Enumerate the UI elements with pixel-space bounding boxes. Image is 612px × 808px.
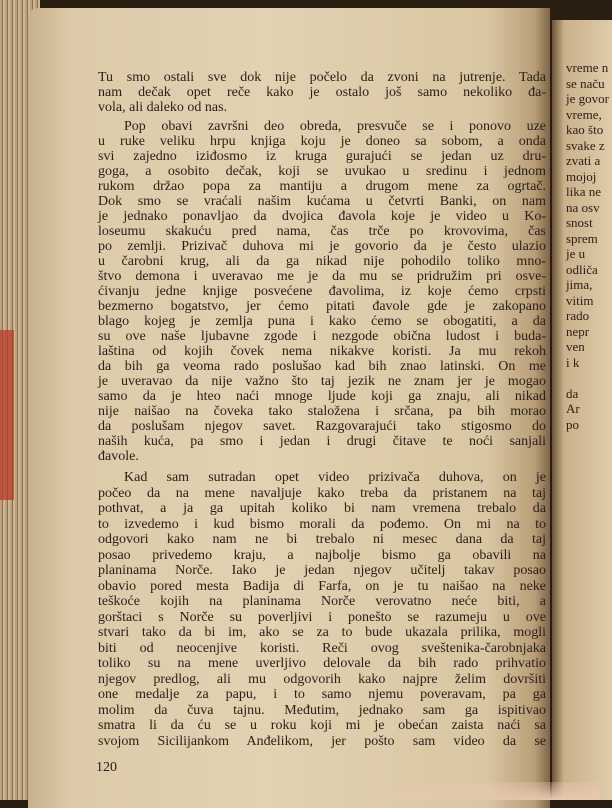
text-line: njegov predlog, ali mu odgovorih kako najpre želim dovršiti (98, 671, 546, 687)
text-line: one medalje za papu, i to samo njemu poveravam, pa ga (98, 687, 546, 702)
text-line: to izvedemo i kud bismo morali da pođemo. On mi na to (98, 516, 546, 532)
text-line: je jednako ponavljao da dvojica đavola koje je video u Ko- (98, 209, 546, 224)
text-line: loseumu skakuću pred nama, čas trče po krovovima, čas (98, 224, 546, 239)
text-line: rukom držao popa za mantiju a drugom mene za ogrtač. (98, 179, 546, 194)
right-page-fragment: i k (566, 354, 580, 370)
right-page-fragment: je u (566, 246, 586, 261)
right-page-fragment: kao što (566, 122, 604, 137)
text-line: da poslušam njegov savet. Razgovarajući tako stigosmo do (98, 419, 546, 434)
text-line: nam dečak opet reče kako je ostalo još samo nekoliko đa- (98, 85, 546, 100)
text-line: ćivanju jedne knjige posvećene đavolima, iz koje ćemo crpsti (98, 284, 546, 299)
text-line: gorštaci s Norče su poverljivi i ponešto se razumeju u ove (98, 609, 546, 625)
right-page-fragment: jima, (566, 277, 593, 292)
text-line: planinama Norče. Iako je jedan njegov učitelj takav posao (98, 563, 546, 578)
text-line: laština od kojih čovek nema nikakve koristi. Ja mu rekoh (98, 344, 546, 359)
text-line: svi zajedno iziđosmo iz kruga gurajući se jedan uz dru- (98, 149, 546, 164)
right-page-fragment: sprem (566, 230, 598, 246)
text-line: štvo demona i uveravao me je da mu se pridružim pri osve- (98, 269, 546, 284)
right-page-fragment (566, 370, 600, 386)
right-page-fragment: odliča (566, 261, 598, 277)
text-line: biti od neocenjive koristi. Reči ovog sveštenika-čarobnjaka (98, 640, 546, 656)
right-page-fragment: se naču (566, 75, 605, 91)
text-line: odgovori kako nam ne bi trebalo ni mesec dana da taj (98, 532, 546, 547)
text-line: blago kojeg je zemlja puna i kako ćemo se obogatiti, a da (98, 314, 546, 329)
right-page-fragment: snost (566, 215, 593, 230)
text-line: obavio pored mesta Badija di Farfa, on je tu naišao na neke (98, 578, 546, 594)
right-page-fragment: lika ne (566, 184, 602, 199)
right-page-fragment: mojoj (566, 168, 597, 184)
text-line: Tu smo ostali sve dok nije počelo da zvoni na jutrenje. Tada (98, 70, 546, 85)
right-page-fragment: vreme n (566, 60, 609, 75)
text-line: bezmerno bogatstvo, jer ćemo pitati đavole gde je zakopano (98, 299, 546, 314)
text-line: počeo da na mene navaljuje kako treba da pristanem na taj (98, 485, 546, 501)
right-page-fragment: je govor (566, 91, 609, 106)
text-line: u ruke veliku hrpu knjiga koju je doneo sa sobom, a onda (98, 134, 546, 149)
right-page-fragment: ven (566, 339, 585, 354)
text-line: đavole. (98, 449, 139, 464)
text-line: Dok smo se vraćali našim kućama u četvrti Banki, on nam (98, 194, 546, 209)
text-line: da bih ga veoma rado poslušao kad bih znao latinski. On me (98, 359, 546, 374)
text-line: nije naišao na čoveka tako staložena i srčana, pa bih morao (98, 404, 546, 419)
text-line: molim da čuva tajnu. Međutim, jednako sam ga ispitivao (98, 702, 546, 718)
left-page-text (98, 70, 546, 749)
page-number: 120 (96, 760, 117, 775)
text-line: stvari tako da bi im, ako se za to bude ukazala prilika, mogli (98, 625, 546, 640)
text-line: pothvat, a ja ga upitah koliko bi nam vremena trebalo da (98, 501, 546, 516)
right-page-fragment: Ar (566, 401, 580, 416)
text-line: po zemlji. Prizivač duhova mi je govorio da je često ulazio (98, 239, 546, 254)
text-line: toliko su na mene uverljivo delovale da bih rado prihvatio (98, 656, 546, 671)
text-line: Kad sam sutradan opet video prizivača duhova, on je (124, 470, 546, 485)
right-page-fragment: rado (566, 308, 590, 323)
finger-shadow (380, 782, 600, 800)
text-line: u čarobni krug, ali da ga nikad nije pohodilo toliko mno- (98, 254, 546, 269)
text-line: naših kuća, pa smo i jedan i drugi čitave te noći sanjali (98, 434, 546, 449)
text-line: posao privedemo kraju, a najbolje bismo ga obavili na (98, 547, 546, 563)
text-line: goga, a osobito dečak, koji se uvukao u sredinu i jednom (98, 164, 546, 179)
right-page-fragment: po (566, 416, 579, 432)
right-page-fragment: vreme, (566, 106, 602, 122)
text-line: smatra li da ću se u roku koji mi je obećan zaista naći sa (98, 718, 546, 733)
right-page-fragment: svake z (566, 137, 605, 153)
text-line: Pop obavi završni deo obreda, presvuče se i ponovo uze (124, 119, 546, 134)
paragraph (98, 470, 546, 749)
text-line: vola, ali daleko od nas. (98, 100, 228, 115)
paragraph (98, 70, 546, 115)
text-line: svojom Sicilijankom Anđelikom, jer pošto sam video da se (98, 733, 546, 749)
right-page-fragment: da (566, 385, 579, 401)
text-line: su ove naše ljubavne zgode i nezgode obična ludost i buda- (98, 329, 546, 344)
right-page-fragment: nepr (566, 323, 590, 339)
right-page-fragment: vitim (566, 292, 594, 308)
paragraph (98, 119, 546, 464)
right-page-fragment: zvati a (566, 153, 601, 168)
right-page-fragment: na osv (566, 199, 600, 215)
text-line: je uveravao da nije važno što taj jezik ne znam jer je mogao (98, 374, 546, 389)
text-line: teškoće kojih na planinama Norče verovatno neće biti, a (98, 594, 546, 609)
right-page-text (566, 60, 609, 432)
text-line: samo da je hteo naći mnoge ljude koji ga znaju, ali nikad (98, 389, 546, 404)
